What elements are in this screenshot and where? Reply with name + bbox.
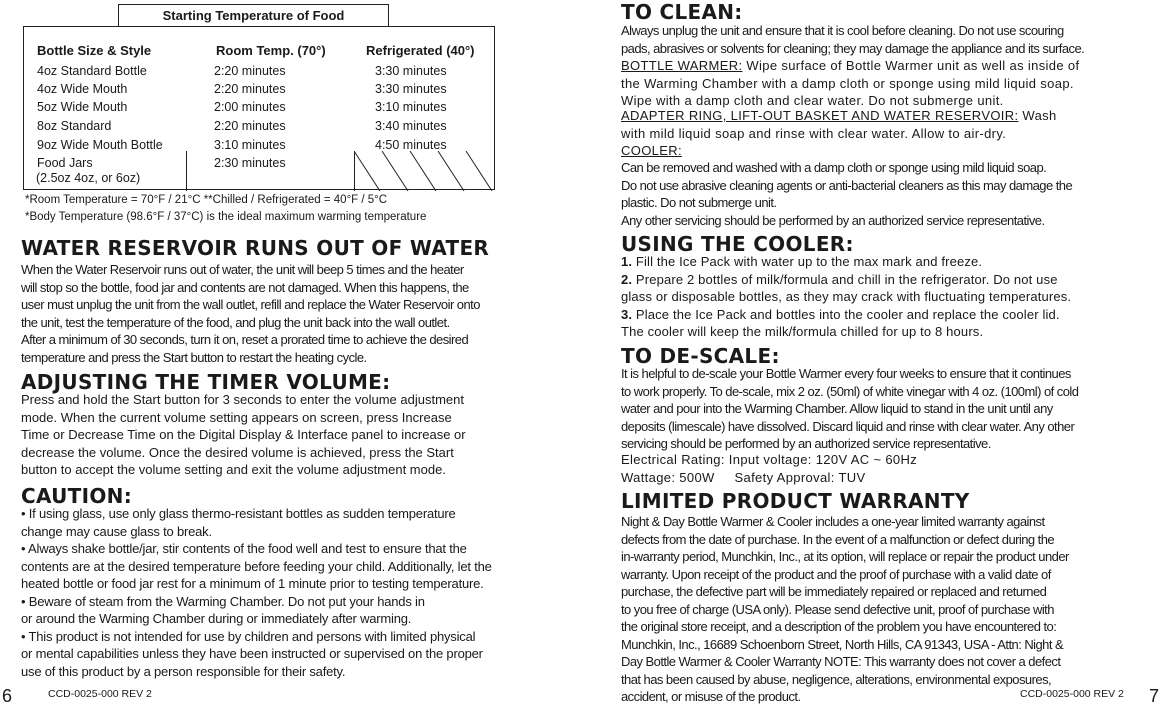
food-jars-line2: (2.5oz 4oz, or 6oz) [36, 171, 141, 185]
cooler-label: COOLER: [621, 143, 682, 158]
not-applicable-hatching [354, 151, 496, 191]
table-row [24, 117, 494, 136]
electrical-rating: Electrical Rating: Input voltage: 120V AC ~ 60Hz [621, 452, 918, 467]
text-line: accident, or misuse of the product. [621, 689, 801, 704]
text-line [621, 142, 1164, 160]
reservoir-paragraph [21, 261, 561, 366]
adapter-cleaning [621, 107, 1164, 160]
table-header-room: Room Temp. (70°) [216, 43, 326, 58]
text-line: glass or disposable bottles, as they may crack with fluctuating temperatures. [621, 289, 1072, 304]
food-jars-line1: Food Jars [37, 156, 93, 170]
table-cell: 3:10 minutes [375, 100, 447, 114]
list-item [621, 253, 1164, 271]
text-line: the original store receipt, and a description of the problem you have encountered to: [621, 619, 1057, 634]
table-cell: 2:20 minutes [214, 64, 286, 78]
text-line: The cooler will keep the milk/formula chilled for up to 8 hours. [621, 324, 984, 339]
text-line: Wipe with a damp cloth and clear water. Do not submerge unit. [621, 93, 1004, 108]
table-cell: 3:10 minutes [214, 138, 286, 152]
text-line: change may cause glass to break. [21, 523, 212, 539]
page-number-left: 6 [2, 686, 13, 706]
text-line: servicing should be performed by an authorized service representative. [621, 436, 991, 451]
step-text: Prepare 2 bottles of milk/formula and chill in the refrigerator. Do not use [632, 271, 1058, 287]
text-line: button to accept the volume setting and exit the volume adjustment mode. [21, 462, 446, 477]
step-text: Place the Ice Pack and bottles into the cooler and replace the cooler lid. [632, 306, 1060, 322]
table-cell: 3:30 minutes [375, 64, 447, 78]
text-line: user must unplug the unit from the wall outlet, refill and replace the Water Reservoir onto [21, 297, 480, 312]
text-line [621, 57, 1164, 75]
table-cell: 4oz Standard Bottle [37, 64, 147, 78]
text-line: • If using glass, use only glass thermo-resistant bottles as sudden temperature [21, 506, 456, 521]
reservoir-heading: WATER RESERVOIR RUNS OUT OF WATER [21, 236, 490, 260]
doc-code-right: CCD-0025-000 REV 2 [1020, 688, 1124, 700]
text-line: purchase, the defective part will be immediately repaired or replaced and returned [621, 584, 1047, 599]
text-line: heated bottle or food jar rest for a minimum of 1 minute prior to testing temperature. [21, 576, 484, 591]
text-line: Press and hold the Start button for 3 seconds to enter the volume adjustment [21, 392, 464, 407]
text-line: temperature and press the Start button to restart the heating cycle. [21, 349, 367, 365]
electrical-specs [621, 451, 1164, 486]
column-divider [186, 151, 187, 191]
cooler-cleaning [621, 159, 1164, 229]
text-line: When the Water Reservoir runs out of water, the unit will beep 5 times and the heater [21, 262, 464, 277]
text-line: deposits (limescale) have dissolved. Discard liquid and rinse with clear water. Any other [621, 418, 1075, 434]
warming-time-table [23, 26, 495, 190]
table-cell: 4:50 minutes [375, 138, 447, 152]
using-cooler-heading: USING THE COOLER: [621, 232, 854, 256]
step-number: 1. [621, 254, 633, 269]
text-line: Munchkin, Inc., 16689 Schoenborn Street, North Hills, CA 91343, USA - Attn: Night & [621, 636, 1064, 652]
table-cell: 8oz Standard [37, 119, 112, 133]
warranty-heading: LIMITED PRODUCT WARRANTY [621, 489, 970, 513]
clean-intro [621, 22, 1164, 57]
text-span: Wash [1018, 108, 1057, 123]
text-line: that has been caused by abuse, negligence, alterations, environmental exposures, [621, 671, 1052, 687]
text-line: to work properly. To de-scale, mix 2 oz. (50ml) of white vinegar with 4 oz. (100ml) of cold [621, 383, 1079, 399]
text-line: Can be removed and washed with a damp cloth or sponge using mild liquid soap. [621, 160, 1047, 175]
bottle-warmer-cleaning [621, 57, 1164, 110]
text-line: or around the Warming Chamber during or immediately after warming. [21, 611, 412, 626]
step-number: 2. [621, 271, 633, 287]
warranty-paragraph [621, 513, 1164, 706]
text-line: decrease the volume. Once the desired volume is achieved, press the Start [21, 444, 454, 460]
table-cell: 9oz Wide Mouth Bottle [37, 138, 163, 152]
text-line: mode. When the current volume setting appears on screen, press Increase [21, 409, 452, 425]
table-cell: 2:20 minutes [214, 119, 286, 133]
text-line: with mild liquid soap and rinse with clear water. Allow to air-dry. [621, 125, 1007, 141]
table-row [24, 62, 494, 81]
text-line: the Warming Chamber with a damp cloth or sponge using mild liquid soap. [621, 75, 1074, 91]
caution-paragraph [21, 505, 566, 680]
text-line: • Always shake bottle/jar, stir contents of the food well and test to ensure that the [21, 541, 467, 556]
text-line: plastic. Do not submerge unit. [621, 195, 777, 210]
text-line: warranty. Upon receipt of the product and the proof of purchase with a valid date of [621, 566, 1051, 582]
text-line: After a minimum of 30 seconds, turn it on, reset a prorated time to achieve the desired [21, 332, 469, 347]
text-line: water and pour into the Warming Chamber. Allow liquid to stand in the unit until any [621, 401, 1053, 416]
table-row [24, 80, 494, 99]
text-line: Always unplug the unit and ensure that it is cool before cleaning. Do not use scouring [621, 23, 1064, 38]
table-header-refrigerated: Refrigerated (40°) [366, 43, 475, 58]
timer-volume-heading: ADJUSTING THE TIMER VOLUME: [21, 370, 391, 394]
text-line: contents are at the desired temperature before feeding your child. Additionally, let the [21, 558, 492, 574]
text-line: Day Bottle Warmer & Cooler Warranty NOTE: This warranty does not cover a defect [621, 654, 1061, 669]
text-line: pads, abrasives or solvents for cleaning; they may damage the appliance and its surface. [621, 40, 1085, 56]
table-cell: 5oz Wide Mouth [37, 100, 128, 114]
text-line: Time or Decrease Time on the Digital Display & Interface panel to increase or [21, 427, 466, 442]
text-line: • This product is not intended for use by children and persons with limited physical [21, 628, 476, 644]
timer-volume-paragraph [21, 391, 561, 479]
doc-code-left: CCD-0025-000 REV 2 [48, 688, 152, 700]
text-line: use of this product by a person responsible for their safety. [21, 663, 346, 679]
wattage-safety: Wattage: 500W Safety Approval: TUV [621, 469, 866, 485]
descale-heading: TO DE-SCALE: [621, 344, 780, 368]
text-line: Do not use abrasive cleaning agents or anti-bacterial cleaners as this may damage the [621, 177, 1073, 193]
table-row [24, 98, 494, 117]
text-line: • Beware of steam from the Warming Chamber. Do not put your hands in [21, 593, 425, 609]
table-cell: 2:00 minutes [214, 100, 286, 114]
text-line: to you free of charge (USA only). Please send defective unit, proof of purchase with [621, 601, 1054, 617]
table-cell: 4oz Wide Mouth [37, 82, 128, 96]
using-cooler-steps [621, 253, 1164, 341]
table-cell: 3:30 minutes [375, 82, 447, 96]
text-line [621, 107, 1164, 125]
table-cell: 2:30 minutes [214, 156, 286, 170]
list-item [621, 306, 1164, 324]
step-number: 3. [621, 306, 633, 322]
clean-heading: TO CLEAN: [621, 0, 743, 24]
text-span: Wipe surface of Bottle Warmer unit as well as inside of [742, 58, 1080, 73]
text-line: in-warranty period, Munchkin, Inc., at its option, will replace or repair the product under [621, 549, 1069, 564]
table-note-body-temperature: *Body Temperature (98.6°F / 37°C) is the ideal maximum warming temperature [25, 211, 427, 223]
text-line: Night & Day Bottle Warmer & Cooler includes a one-year limited warranty against [621, 514, 1045, 529]
text-line: It is helpful to de-scale your Bottle Warmer every four weeks to ensure that it continues [621, 366, 1071, 381]
text-line: the unit, test the temperature of the food, and plug the unit back into the wall outlet. [21, 314, 450, 330]
text-line: will stop so the bottle, food jar and contents are not damaged. When this happens, the [21, 279, 469, 295]
list-item [621, 271, 1164, 289]
descale-paragraph [621, 365, 1164, 453]
adapter-label: ADAPTER RING, LIFT-OUT BASKET AND WATER RESERVOIR: [621, 108, 1019, 123]
table-cell: 3:40 minutes [375, 119, 447, 133]
food-jars-label [37, 156, 140, 186]
table-cell: 2:20 minutes [214, 82, 286, 96]
step-text: Fill the Ice Pack with water up to the max mark and freeze. [632, 254, 983, 269]
bottle-warmer-label: BOTTLE WARMER: [621, 58, 743, 73]
table-caption: Starting Temperature of Food [118, 4, 389, 26]
caution-heading: CAUTION: [21, 484, 133, 508]
text-line: Any other servicing should be performed by an authorized service representative. [621, 212, 1045, 228]
table-note-temperature: *Room Temperature = 70°F / 21°C **Chilled / Refrigerated = 40°F / 5°C [25, 194, 388, 206]
text-line: or mental capabilities unless they have been instructed or supervised on the proper [21, 646, 483, 661]
text-line: defects from the date of purchase. In the event of a malfunction or defect during the [621, 531, 1055, 547]
table-header-size: Bottle Size & Style [37, 43, 152, 58]
page-number-right: 7 [1149, 686, 1160, 706]
